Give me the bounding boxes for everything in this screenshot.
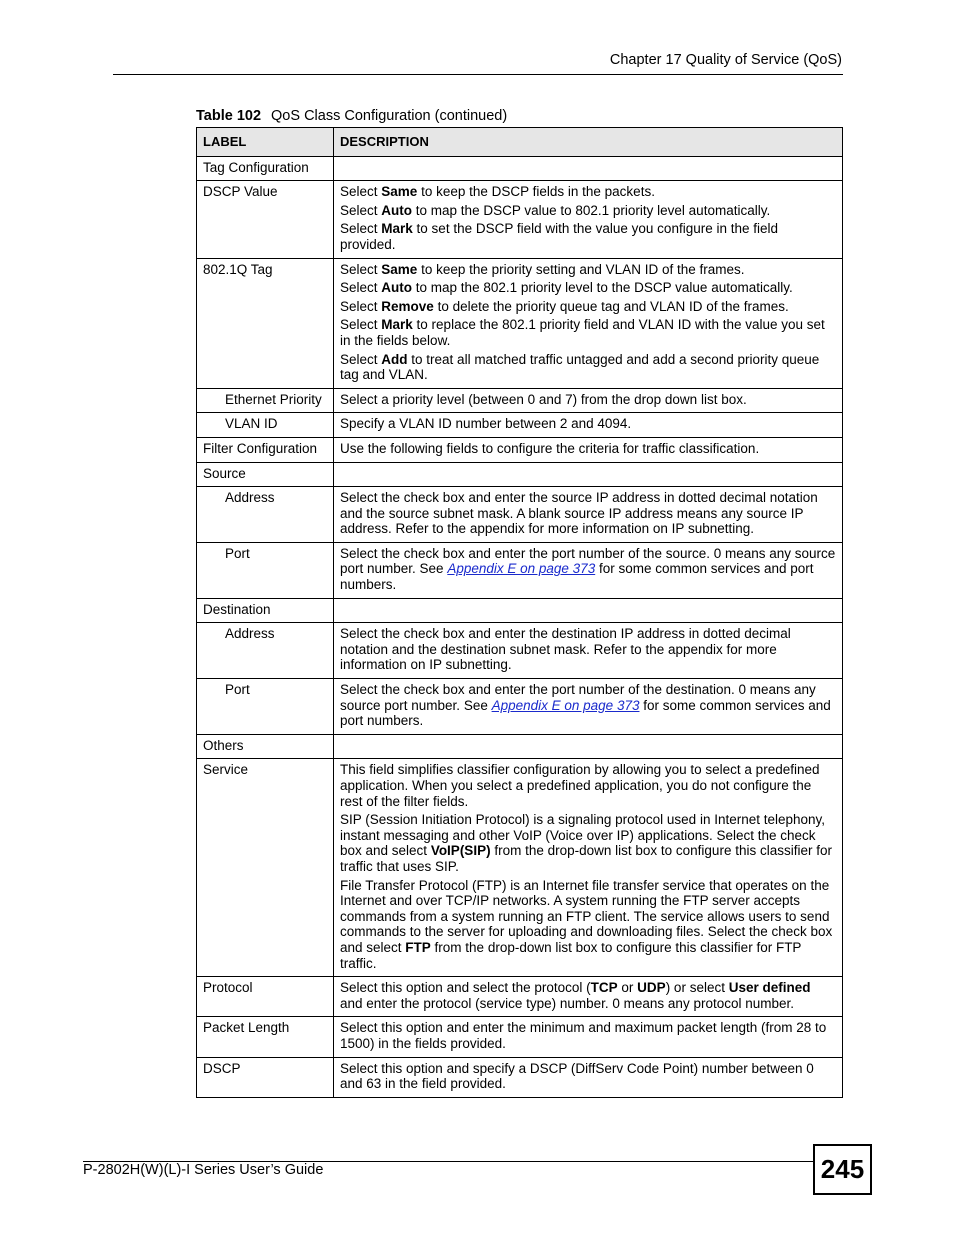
- row-label: Port: [197, 679, 334, 735]
- row-description: Select this option and specify a DSCP (DiffServ Code Point) number between 0 and 63 in the field provided.: [334, 1057, 843, 1097]
- row-description: [334, 462, 843, 487]
- text-run: Select: [340, 261, 382, 277]
- guide-title: P-2802H(W)(L)-I Series User’s Guide: [83, 1162, 324, 1178]
- row-label: DSCP: [197, 1057, 334, 1097]
- option-name: Remove: [381, 298, 434, 314]
- text-run: to keep the priority setting and VLAN ID of the frames.: [417, 261, 745, 277]
- table-row: [197, 1017, 843, 1057]
- qos-class-table: [196, 127, 843, 1098]
- row-label: Filter Configuration: [197, 437, 334, 462]
- header-rule: [113, 74, 843, 75]
- text-run: or: [617, 980, 638, 996]
- text-run: from the drop-down list box to configure this classifier for FTP traffic.: [340, 939, 802, 971]
- appendix-link[interactable]: Appendix E on page 373: [447, 561, 596, 577]
- option-name: VoIP(SIP): [430, 843, 491, 859]
- option-name: Mark: [381, 221, 413, 237]
- table-row: [197, 679, 843, 735]
- paragraph: [340, 352, 836, 383]
- option-name: Add: [381, 351, 408, 367]
- text-run: to treat all matched traffic untagged and add a second priority queue tag and VLAN.: [340, 351, 820, 383]
- text-run: Select: [340, 351, 382, 367]
- table-row: [197, 542, 843, 598]
- table-row: [197, 487, 843, 543]
- option-name: Mark: [381, 317, 413, 333]
- paragraph: [340, 280, 836, 296]
- table-row: [197, 734, 843, 759]
- table-row: [197, 181, 843, 258]
- text-run: Select this option and select the protocol (: [340, 980, 591, 996]
- row-description: Select the check box and enter the destination IP address in dotted decimal notation and the destination subnet mask. Refer to the appendix for more information on IP subnetting.: [334, 623, 843, 679]
- paragraph: This field simplifies classifier configuration by allowing you to select a predefined application. When you select a predefined application, you do not configure the rest of the filter fields.: [340, 762, 820, 809]
- row-label: Tag Configuration: [197, 156, 334, 181]
- paragraph: [340, 221, 836, 252]
- paragraph: [340, 878, 836, 972]
- table-row: [197, 977, 843, 1017]
- text-run: to map the DSCP value to 802.1 priority level automatically.: [412, 202, 771, 218]
- row-label: Others: [197, 734, 334, 759]
- text-run: Select the check box and enter the port number of the destination. 0 means any source port number. See: [340, 682, 816, 713]
- text-run: Select: [340, 298, 382, 314]
- table-row: [197, 623, 843, 679]
- text-run: for some common services and port numbers.: [340, 561, 814, 593]
- appendix-link[interactable]: Appendix E on page 373: [491, 697, 640, 713]
- table-row: [197, 437, 843, 462]
- text-run: from the drop-down list box to configure this classifier for traffic that uses SIP.: [340, 843, 832, 874]
- row-description: Specify a VLAN ID number between 2 and 4094.: [334, 413, 843, 438]
- row-label: Address: [197, 487, 334, 543]
- option-name: Auto: [381, 280, 413, 296]
- row-description: [334, 759, 843, 977]
- table-row: [197, 1057, 843, 1097]
- text-run: to map the 802.1 priority level to the DSCP value automatically.: [412, 280, 793, 296]
- table-row: [197, 258, 843, 388]
- text-run: File Transfer Protocol (FTP) is an Internet file transfer service that operates on the Internet and over TCP/IP networks. A system running the FTP server accepts commands from a system running an FTP client. The service allows users to send commands to the server for uploading and downloading files. Select the check box and select: [340, 877, 833, 955]
- row-description: [334, 258, 843, 388]
- option-name: Auto: [381, 202, 413, 218]
- paragraph: [340, 262, 836, 278]
- table-header-row: [197, 128, 843, 157]
- option-name: Same: [381, 184, 418, 200]
- text-run: Select: [340, 184, 382, 200]
- page-number: 245: [813, 1144, 872, 1195]
- row-description: [334, 734, 843, 759]
- row-label: DSCP Value: [197, 181, 334, 258]
- table-row: [197, 462, 843, 487]
- description-column-header: DESCRIPTION: [334, 128, 843, 157]
- table-row: [197, 388, 843, 413]
- text-run: to set the DSCP field with the value you configure in the field provided.: [340, 221, 779, 252]
- row-label: 802.1Q Tag: [197, 258, 334, 388]
- table-row: [197, 598, 843, 623]
- text-run: to replace the 802.1 priority field and VLAN ID with the value you set in the fields below.: [340, 317, 825, 348]
- label-column-header: LABEL: [197, 128, 334, 157]
- row-label: Service: [197, 759, 334, 977]
- option-name: UDP: [637, 980, 666, 996]
- text-run: for some common services and port numbers.: [340, 697, 831, 729]
- row-label: Port: [197, 542, 334, 598]
- table-row: [197, 156, 843, 181]
- paragraph: [340, 184, 836, 200]
- chapter-title: Chapter 17 Quality of Service (QoS): [609, 52, 842, 68]
- text-run: Select: [340, 221, 382, 237]
- row-description: Select a priority level (between 0 and 7) from the drop down list box.: [334, 388, 843, 413]
- row-label: VLAN ID: [197, 413, 334, 438]
- row-description: [334, 181, 843, 258]
- text-run: to delete the priority queue tag and VLAN ID of the frames.: [433, 298, 789, 314]
- text-run: Select: [340, 280, 382, 296]
- text-run: SIP (Session Initiation Protocol) is a signaling protocol used in Internet telephony, instant messaging and other VoIP (Voice over IP) applications. Select the check box and select: [340, 812, 826, 859]
- row-label: Address: [197, 623, 334, 679]
- table-caption: [196, 108, 507, 124]
- table-row: [197, 759, 843, 977]
- row-description: Use the following fields to configure the criteria for traffic classification.: [334, 437, 843, 462]
- paragraph: [340, 203, 836, 219]
- row-description: [334, 679, 843, 735]
- paragraph: [340, 299, 836, 315]
- table-number: Table 102: [196, 108, 262, 124]
- row-description: [334, 542, 843, 598]
- paragraph: [340, 812, 836, 874]
- option-name: FTP: [405, 939, 431, 955]
- row-label: Source: [197, 462, 334, 487]
- row-description: Select this option and enter the minimum and maximum packet length (from 28 to 1500) in the fields provided.: [334, 1017, 843, 1057]
- row-description: [334, 598, 843, 623]
- text-run: ) or select: [665, 980, 729, 996]
- text-run: Select: [340, 202, 382, 218]
- option-name: TCP: [590, 980, 618, 996]
- row-description: Select the check box and enter the source IP address in dotted decimal notation and the source subnet mask. A blank source IP address means any source IP address. Refer to the appendix for more information on IP subnetting.: [334, 487, 843, 543]
- text-run: to keep the DSCP fields in the packets.: [417, 184, 655, 200]
- text-run: Select: [340, 317, 382, 333]
- row-label: Protocol: [197, 977, 334, 1017]
- row-label: Ethernet Priority: [197, 388, 334, 413]
- row-description: [334, 977, 843, 1017]
- text-run: and enter the protocol (service type) number. 0 means any protocol number.: [340, 995, 794, 1011]
- table-row: [197, 413, 843, 438]
- option-name: Same: [381, 261, 418, 277]
- row-label: Destination: [197, 598, 334, 623]
- row-description: [334, 156, 843, 181]
- text-run: Select the check box and enter the port number of the source. 0 means any source port number. See: [340, 545, 836, 577]
- row-label: Packet Length: [197, 1017, 334, 1057]
- paragraph: [340, 317, 836, 348]
- option-name: User defined: [728, 980, 811, 996]
- table-title: QoS Class Configuration (continued): [271, 108, 508, 124]
